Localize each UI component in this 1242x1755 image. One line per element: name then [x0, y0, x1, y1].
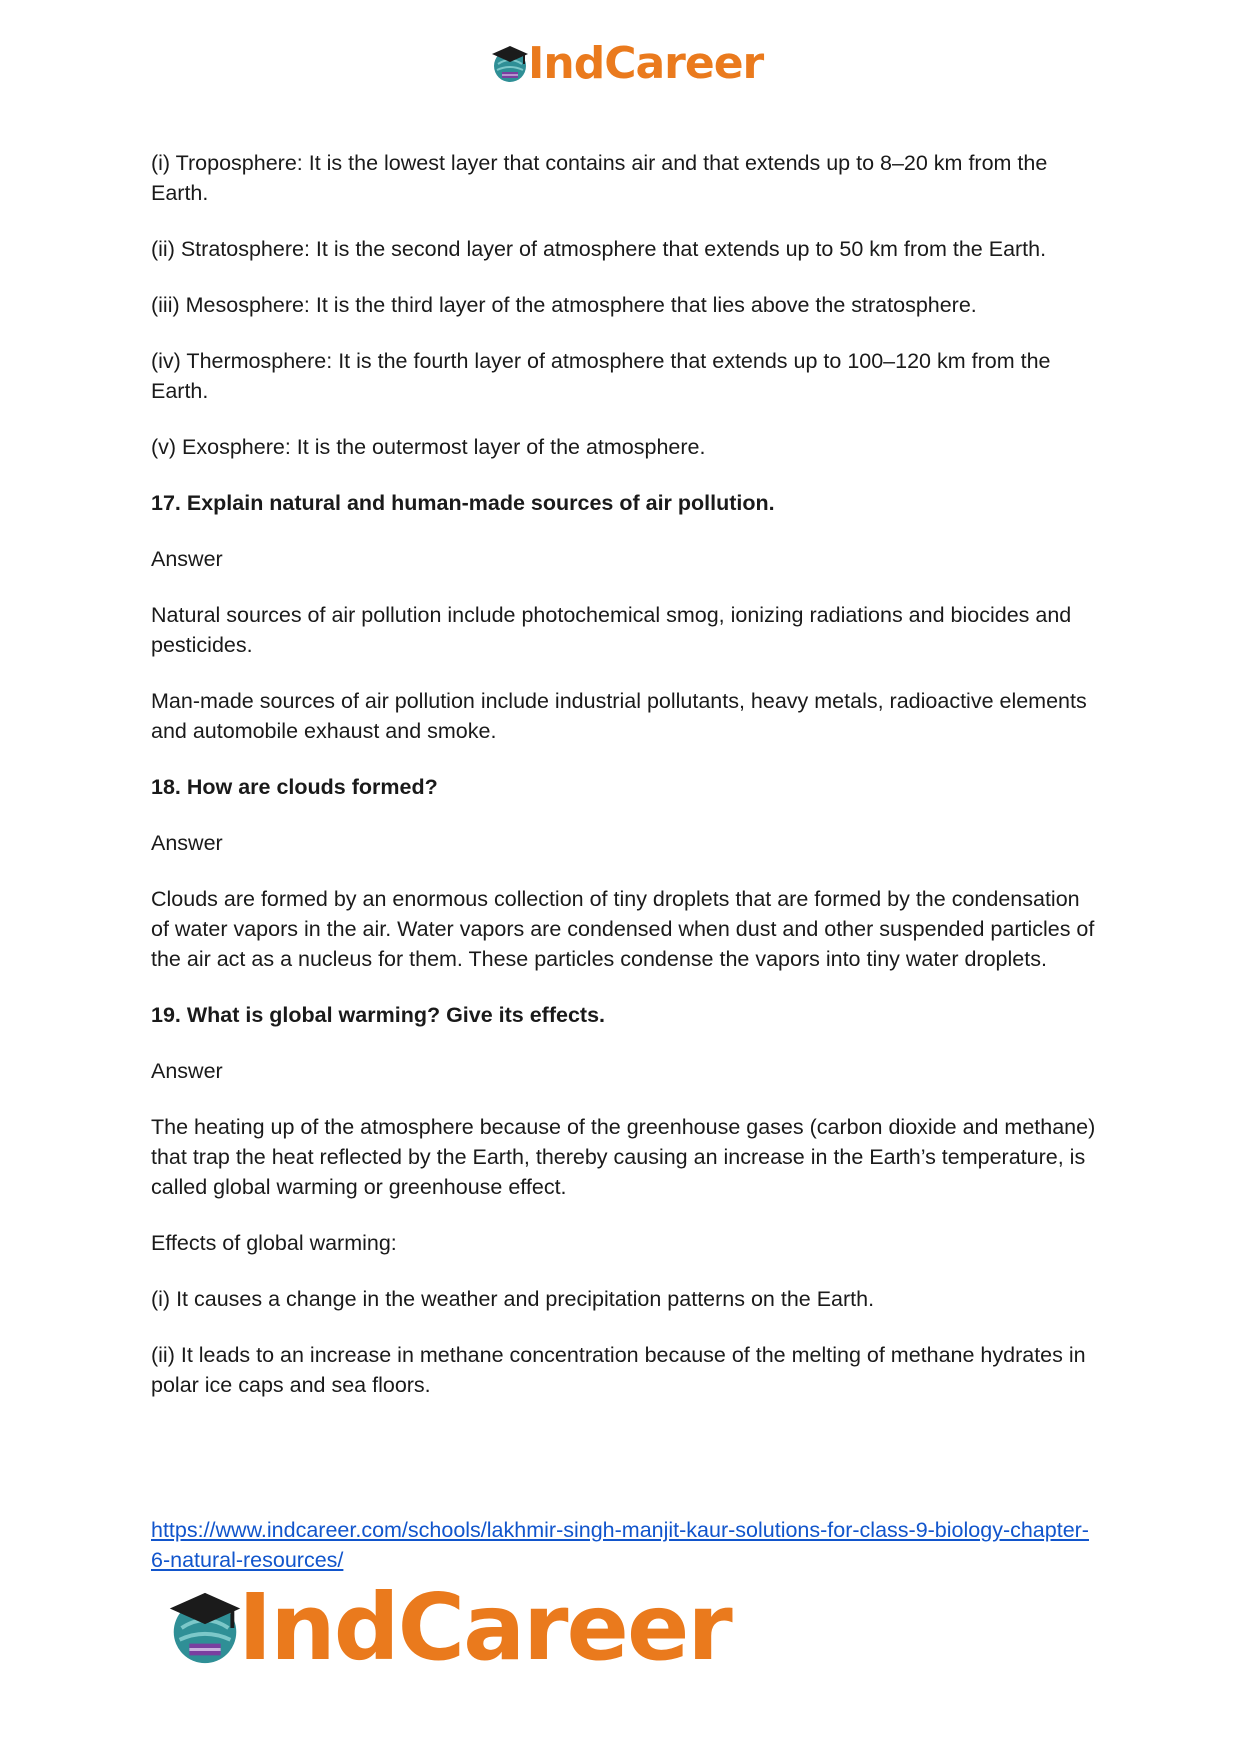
paragraph: (ii) Stratosphere: It is the second layer of atmosphere that extends up to 50 km from the Earth.: [151, 237, 1047, 261]
paragraph: Effects of global warming:: [151, 1231, 397, 1255]
paragraph: (ii) It leads to an increase in methane concentration because of the melting of methane hydrates in polar ice caps and sea floors.: [151, 1343, 1086, 1397]
logo-mark-icon: [162, 1585, 248, 1671]
paragraph: (v) Exosphere: It is the outermost layer of the atmosphere.: [151, 435, 706, 459]
question-heading: 17. Explain natural and human-made sources of air pollution.: [151, 491, 775, 515]
paragraph: Man-made sources of air pollution include industrial pollutants, heavy metals, radioactive elements and automobile exhaust and smoke.: [151, 689, 1087, 743]
answer-label: Answer: [151, 831, 223, 855]
paragraph: (iv) Thermosphere: It is the fourth layer of atmosphere that extends up to 100–120 km from the Earth.: [151, 349, 1051, 403]
paragraph: (i) It causes a change in the weather and precipitation patterns on the Earth.: [151, 1287, 875, 1311]
paragraph: (i) Troposphere: It is the lowest layer that contains air and that extends up to 8–20 km from the Earth.: [151, 151, 1048, 205]
question-heading: 19. What is global warming? Give its effects.: [151, 1003, 605, 1027]
question-heading: 18. How are clouds formed?: [151, 775, 438, 799]
logo-mark-icon: [488, 42, 532, 86]
paragraph: Clouds are formed by an enormous collection of tiny droplets that are formed by the condensation of water vapors in the air. Water vapors are condensed when dust and other suspended particles of the air act as a nucleus for them. These particles condense the vapors into tiny water droplets.: [151, 887, 1095, 971]
answer-label: Answer: [151, 1059, 223, 1083]
header-logo: [488, 38, 764, 89]
paragraph: The heating up of the atmosphere because of the greenhouse gases (carbon dioxide and methane) that trap the heat reflected by the Earth, thereby causing an increase in the Earth’s temperature, is called global warming or greenhouse effect.: [151, 1115, 1096, 1199]
logo-text: IndCareer: [238, 1574, 731, 1681]
source-link[interactable]: https://www.indcareer.com/schools/lakhmir-singh-manjit-kaur-solutions-for-class-9-biology-chapter-6-natural-resources/: [151, 1518, 1089, 1572]
paragraph: Natural sources of air pollution include photochemical smog, ionizing radiations and biocides and pesticides.: [151, 603, 1072, 657]
footer-logo: [162, 1574, 731, 1681]
answer-label: Answer: [151, 547, 223, 571]
logo-text: IndCareer: [528, 38, 764, 89]
paragraph: (iii) Mesosphere: It is the third layer of the atmosphere that lies above the stratosphere.: [151, 293, 977, 317]
document-body: [151, 148, 1096, 1426]
